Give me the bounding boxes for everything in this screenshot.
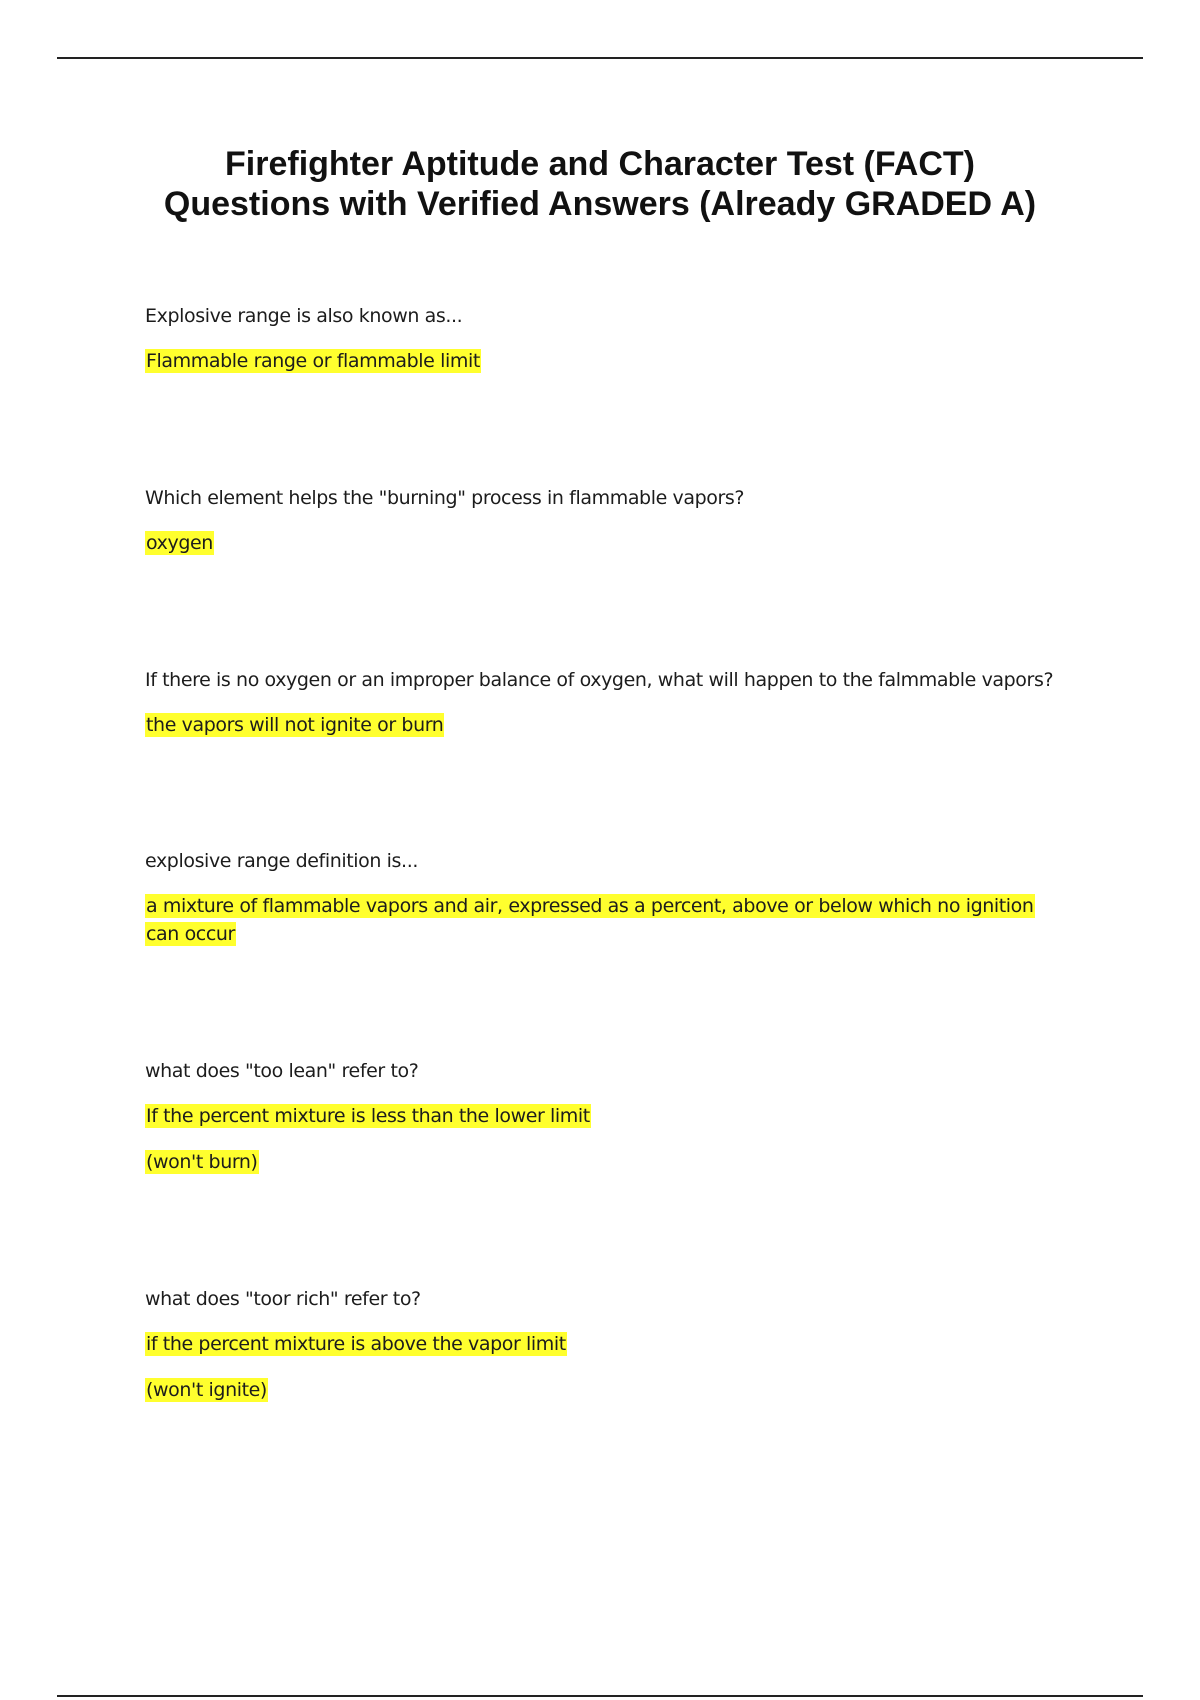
header-rule: [57, 57, 1143, 59]
qa-item-6: [145, 1286, 1065, 1404]
answer-text: [145, 529, 1065, 557]
title-line-1: Firefighter Aptitude and Character Test (FACT): [225, 145, 975, 183]
answer-text: [145, 711, 1065, 739]
answer-highlight: If the percent mixture is less than the lower limit: [146, 1105, 590, 1127]
answer-highlight: a mixture of flammable vapors and air, expressed as a percent, above or below which no ignition can occur: [146, 895, 1034, 945]
question-text: Which element helps the "burning" process in flammable vapors?: [145, 487, 745, 509]
footer-rule: [57, 1695, 1143, 1697]
qa-item-3: [145, 667, 1065, 739]
answer-highlight: (won't ignite): [146, 1379, 267, 1401]
answer-text: [145, 1148, 1065, 1176]
answer-highlight: (won't burn): [146, 1151, 258, 1173]
answer-text: [145, 892, 1065, 948]
qa-item-2: [145, 485, 1065, 557]
answer-highlight: Flammable range or flammable limit: [146, 350, 480, 372]
question-text: If there is no oxygen or an improper balance of oxygen, what will happen to the falmmable vapors?: [145, 669, 1054, 691]
question-text: what does "toor rich" refer to?: [145, 1288, 421, 1310]
qa-item-1: [145, 303, 1065, 375]
title-line-2: Questions with Verified Answers (Already GRADED A): [163, 185, 1037, 223]
qa-item-4: [145, 848, 1065, 948]
answer-text: [145, 1330, 1065, 1358]
document-title: [0, 144, 1200, 224]
answer-highlight: oxygen: [146, 532, 213, 554]
answer-highlight: the vapors will not ignite or burn: [146, 714, 444, 736]
answer-text: [145, 1376, 1065, 1404]
answer-text: [145, 1102, 1065, 1130]
qa-item-5: [145, 1058, 1065, 1176]
answer-highlight: if the percent mixture is above the vapor limit: [146, 1333, 566, 1355]
question-text: Explosive range is also known as...: [145, 305, 463, 327]
answer-text: [145, 347, 1065, 375]
question-text: what does "too lean" refer to?: [145, 1060, 419, 1082]
question-text: explosive range definition is...: [145, 850, 418, 872]
